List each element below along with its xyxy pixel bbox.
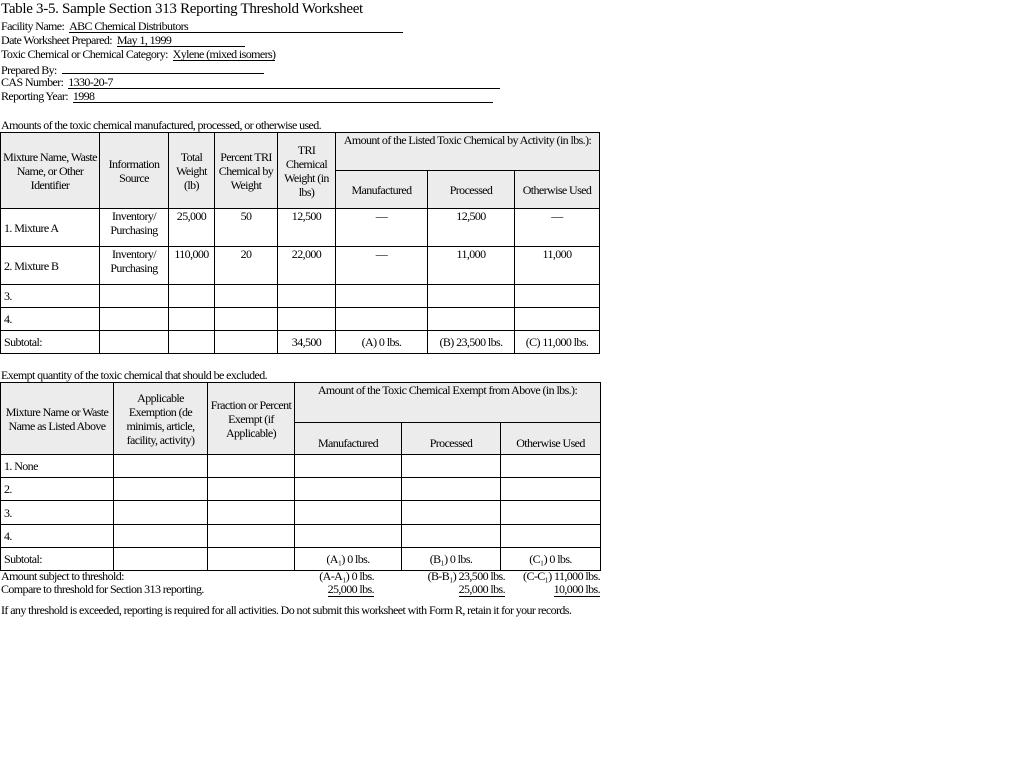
table-row	[1, 247, 600, 285]
year-field	[1, 89, 493, 103]
table-cell: 11,000	[428, 247, 515, 285]
table-cell	[114, 455, 208, 478]
table-cell: Inventory/ Purchasing	[100, 247, 169, 285]
table-cell	[295, 501, 402, 525]
table-cell	[428, 285, 515, 308]
header-info-source: Information Source	[100, 133, 169, 209]
table-cell: 20	[215, 247, 278, 285]
table-cell: 1. Mixture A	[1, 209, 100, 247]
table-cell	[169, 285, 215, 308]
header-amount-by-activity: Amount of the Listed Toxic Chemical by Activity (in lbs.):	[336, 133, 600, 171]
table-cell: 12,500	[428, 209, 515, 247]
header-processed: Processed	[402, 423, 501, 455]
table-cell	[114, 478, 208, 501]
date-field	[1, 33, 245, 47]
subject-otherwise-used: (C-C₁) 11,000 lbs.	[523, 569, 600, 583]
year-value: 1998	[73, 90, 493, 103]
label: Prepared By:	[1, 63, 57, 77]
header-otherwise-used: Otherwise Used	[515, 171, 600, 209]
subtotal-cell: (B₁) 0 lbs.	[402, 548, 501, 571]
table-cell	[336, 285, 428, 308]
table-cell	[295, 455, 402, 478]
table-cell: 1. None	[1, 455, 114, 478]
table-cell	[402, 525, 501, 548]
table-cell: 4.	[1, 308, 100, 331]
table-cell: —	[336, 247, 428, 285]
table-cell: Inventory/ Purchasing	[100, 209, 169, 247]
table1-caption: Amounts of the toxic chemical manufactured, processed, or otherwise used.	[1, 118, 322, 132]
table-cell	[501, 525, 601, 548]
table-cell	[100, 308, 169, 331]
page-title: Table 3-5. Sample Section 313 Reporting Threshold Worksheet	[1, 1, 363, 17]
subtotal-cell: (C) 11,000 lbs.	[515, 331, 600, 354]
table-cell	[208, 525, 295, 548]
header-manufactured: Manufactured	[295, 423, 402, 455]
table-cell	[295, 525, 402, 548]
label: Toxic Chemical or Chemical Category:	[1, 47, 168, 61]
footnote: If any threshold is exceeded, reporting is required for all activities. Do not submit this worksheet with Form R, retain it for your records.	[1, 603, 572, 617]
chemical-value: Xylene (mixed isomers)	[172, 47, 276, 61]
table2-caption: Exempt quantity of the toxic chemical that should be excluded.	[1, 368, 268, 382]
header-exemption: Applicable Exemption (de minimis, article, facility, activity)	[114, 383, 208, 455]
header-mixture-name: Mixture Name or Waste Name as Listed Above	[1, 383, 114, 455]
threshold-otherwise-used: 10,000 lbs.	[553, 582, 600, 596]
label: Facility Name:	[1, 19, 65, 33]
table-row	[1, 501, 601, 525]
table-cell: 4.	[1, 525, 114, 548]
subtotal-cell: (A₁) 0 lbs.	[295, 548, 402, 571]
chemical-field	[1, 47, 275, 61]
header-manufactured: Manufactured	[336, 171, 428, 209]
date-value: May 1, 1999	[117, 34, 245, 47]
threshold-processed: 25,000 lbs.	[458, 582, 505, 596]
table-cell	[215, 308, 278, 331]
subtotal-cell: 34,500	[278, 331, 336, 354]
table-cell	[402, 478, 501, 501]
table-cell: 3.	[1, 285, 100, 308]
table-cell	[169, 308, 215, 331]
table-cell	[402, 501, 501, 525]
table-cell: 11,000	[515, 247, 600, 285]
table-cell	[295, 478, 402, 501]
table-cell	[501, 455, 601, 478]
table-cell	[336, 308, 428, 331]
table-cell	[208, 501, 295, 525]
header-mixture-name: Mixture Name, Waste Name, or Other Identifier	[1, 133, 100, 209]
table-cell: 3.	[1, 501, 114, 525]
table-row	[1, 209, 600, 247]
table-cell: 110,000	[169, 247, 215, 285]
subtotal-cell: (B) 23,500 lbs.	[428, 331, 515, 354]
subtotal-cell: Subtotal:	[1, 331, 100, 354]
table-cell: 22,000	[278, 247, 336, 285]
subtotal-cell	[114, 548, 208, 571]
subtotal-cell: (C₁) 0 lbs.	[501, 548, 601, 571]
table-row	[1, 308, 600, 331]
exempt-table	[0, 382, 601, 571]
header-otherwise-used: Otherwise Used	[501, 423, 601, 455]
table-cell	[402, 455, 501, 478]
table-cell	[501, 501, 601, 525]
subtotal-row	[1, 548, 601, 571]
table-cell: 25,000	[169, 209, 215, 247]
subtotal-row	[1, 331, 600, 354]
subtotal-cell	[208, 548, 295, 571]
header-fraction-exempt: Fraction or Percent Exempt (if Applicable)	[208, 383, 295, 455]
prepared-by-value	[62, 61, 264, 74]
label: CAS Number:	[1, 75, 64, 89]
table-cell: 12,500	[278, 209, 336, 247]
table-cell	[100, 285, 169, 308]
header-percent-tri: Percent TRI Chemical by Weight	[215, 133, 278, 209]
table-cell: 2.	[1, 478, 114, 501]
header-processed: Processed	[428, 171, 515, 209]
table-cell	[501, 478, 601, 501]
table-cell	[515, 285, 600, 308]
header-tri-weight: TRI Chemical Weight (in lbs)	[278, 133, 336, 209]
subject-label: Amount subject to threshold:	[1, 569, 124, 583]
table-row	[1, 478, 601, 501]
table-cell	[278, 285, 336, 308]
table-cell	[114, 525, 208, 548]
table-cell	[278, 308, 336, 331]
table-cell: —	[336, 209, 428, 247]
table-row	[1, 525, 601, 548]
table-row	[1, 285, 600, 308]
table-cell	[215, 285, 278, 308]
table-cell: 50	[215, 209, 278, 247]
table-cell	[208, 455, 295, 478]
subtotal-cell	[215, 331, 278, 354]
table-cell: 2. Mixture B	[1, 247, 100, 285]
label: Reporting Year:	[1, 89, 68, 103]
table-cell: —	[515, 209, 600, 247]
table-cell	[428, 308, 515, 331]
facility-name-value: ABC Chemical Distributors	[69, 20, 403, 33]
subtotal-cell: (A) 0 lbs.	[336, 331, 428, 354]
compare-label: Compare to threshold for Section 313 reporting.	[1, 582, 204, 596]
subtotal-cell: Subtotal:	[1, 548, 114, 571]
header-amount-exempt: Amount of the Toxic Chemical Exempt from Above (in lbs.):	[295, 383, 601, 423]
subject-processed: (B-B₁) 23,500 lbs.	[427, 569, 505, 583]
cas-value: 1330-20-7	[68, 76, 500, 89]
amounts-table	[0, 132, 600, 354]
subject-manufactured: (A-A₁) 0 lbs.	[319, 569, 374, 583]
header-total-weight: Total Weight (lb)	[169, 133, 215, 209]
cas-field	[1, 75, 500, 89]
table-cell	[208, 478, 295, 501]
table-cell	[114, 501, 208, 525]
table-cell	[515, 308, 600, 331]
facility-name-field	[1, 19, 403, 33]
subtotal-cell	[100, 331, 169, 354]
label: Date Worksheet Prepared:	[1, 33, 113, 47]
table-row	[1, 455, 601, 478]
subtotal-cell	[169, 331, 215, 354]
threshold-manufactured: 25,000 lbs.	[327, 582, 374, 596]
